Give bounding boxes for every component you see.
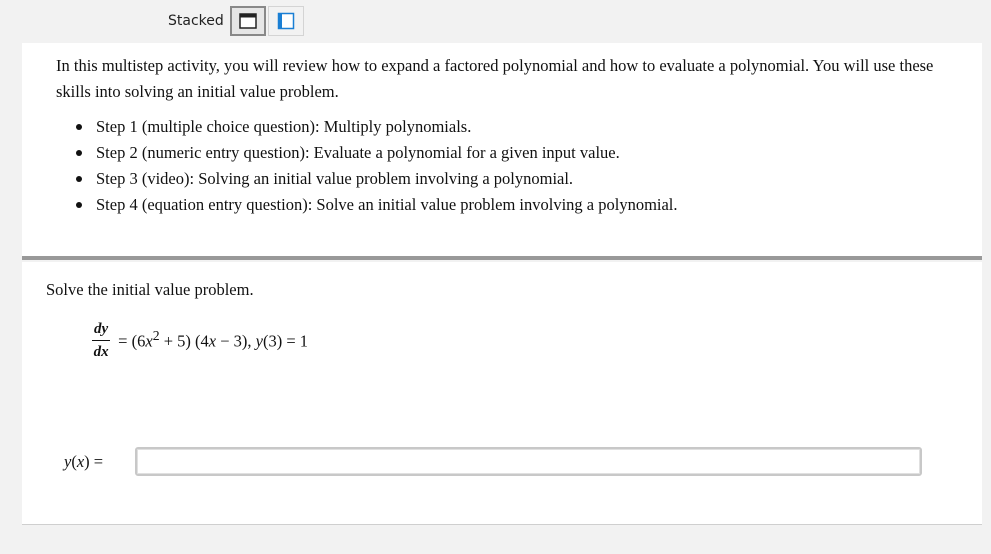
- list-item: Step 3 (video): Solving an initial value problem involving a polynomial.: [76, 166, 678, 192]
- side-by-side-layout-icon: [277, 12, 295, 30]
- list-item: Step 4 (equation entry question): Solve an initial value problem involving a polynomial.: [76, 192, 678, 218]
- intro-text: In this multistep activity, you will review how to expand a factored polynomial and how to evaluate a polynomial. You will use these skills into solving an initial value problem.: [56, 56, 934, 101]
- rhs-exponent: 2: [152, 328, 160, 344]
- answer-input[interactable]: [135, 447, 922, 476]
- rhs-part-b: + 5) (4: [159, 331, 209, 351]
- answer-label: y(x) =: [64, 452, 104, 471]
- rhs-var-2: x: [208, 331, 217, 351]
- fraction-numerator: dy: [92, 320, 110, 341]
- fraction-denominator: dx: [93, 343, 109, 360]
- answer-label-rest: ) =: [84, 452, 104, 471]
- side-by-side-layout-button[interactable]: [268, 6, 304, 36]
- list-item: Step 2 (numeric entry question): Evaluate a polynomial for a given input value.: [76, 140, 678, 166]
- condition-rest: (3) = 1: [262, 331, 308, 351]
- intro-panel: [22, 43, 982, 260]
- differential-equation: [92, 318, 308, 362]
- rhs-var-1: x: [145, 331, 153, 351]
- rhs-part-c: − 3),: [216, 331, 256, 351]
- stacked-layout-button[interactable]: [230, 6, 266, 36]
- equals-sign: =: [118, 331, 128, 351]
- steps-list: [76, 114, 678, 218]
- derivative-fraction: [92, 320, 110, 361]
- stacked-layout-icon: [239, 13, 257, 29]
- problem-panel: [22, 262, 982, 525]
- problem-prompt: Solve the initial value problem.: [46, 280, 254, 299]
- rhs-part-a: (6: [131, 331, 146, 351]
- list-item: Step 1 (multiple choice question): Multiply polynomials.: [76, 114, 678, 140]
- answer-func: y: [64, 452, 72, 471]
- equation-rhs: [118, 328, 308, 352]
- condition-var: y: [255, 331, 263, 351]
- layout-label: Stacked: [168, 13, 224, 29]
- answer-arg: x: [76, 452, 85, 471]
- layout-toolbar: [0, 0, 991, 42]
